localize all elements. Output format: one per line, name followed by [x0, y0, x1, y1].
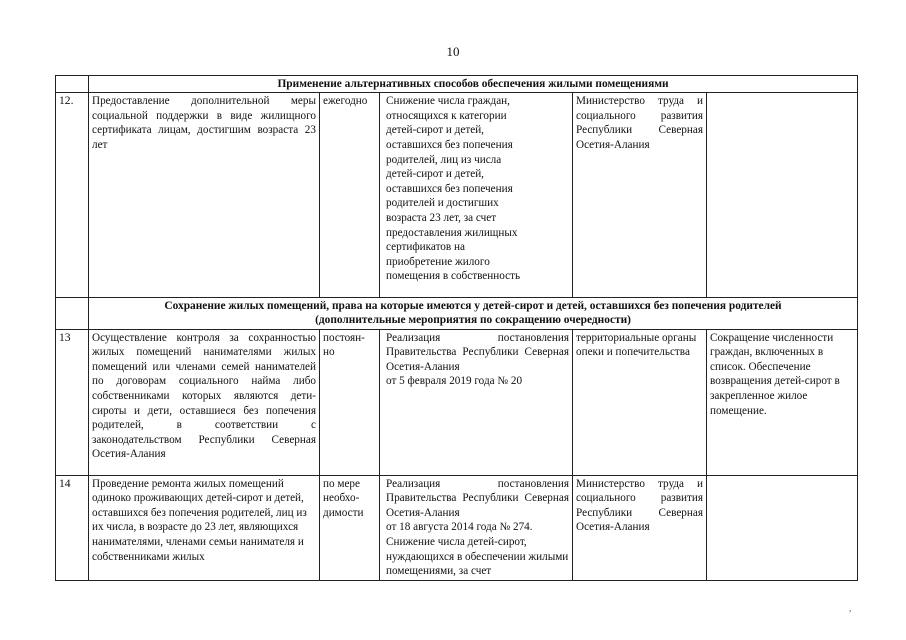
result-text: Реализация постановления Правительства Республики Северная Осетия-Алания [386, 331, 569, 373]
table-row [56, 93, 858, 298]
result-line: оставшихся без попечения [386, 182, 513, 195]
indicator-cell: Сокращение численности граждан, включенных в список. Обеспечение возвращения детей-сирот в закрепленное жилое помещение. [707, 329, 858, 475]
table-row [56, 475, 858, 580]
result-line: возраста 23 лет, за счет [386, 211, 497, 224]
indicator-cell [707, 93, 858, 298]
indicator-cell [707, 475, 858, 580]
responsible-cell: Министерство труда и социального развития Республики Северная Осетия-Алания [573, 475, 707, 580]
result-line: относящихся к категории [386, 109, 507, 122]
row-number: 12. [56, 93, 89, 298]
period-line: необхо- [323, 492, 360, 505]
measure-cell: Осуществление контроля за сохранностью жилых помещений нанимателями жилых помещений или членами семей нанимателей по договорам социального найма либо собственниками которых являются дети-сироты и дети, оставшиеся без попечения родителей, в соответствии с законодательством Республики Северная Осетия-Алания [89, 329, 320, 475]
page-number: 10 [446, 44, 460, 59]
responsible-cell: Министерство труда и социального развития Республики Северная Осетия-Алания [573, 93, 707, 298]
result-cell [380, 329, 573, 475]
section-title-line: (дополнительные мероприятия по сокращению очередности) [315, 314, 631, 327]
row-number: 14 [56, 475, 89, 580]
period-cell: ежегодно [320, 93, 380, 298]
result-line: детей-сирот и детей, [386, 124, 484, 137]
result-line: помещения в собственность [386, 270, 521, 283]
section-title [89, 298, 858, 329]
period-line: димости [323, 506, 364, 519]
result-line: предоставления жилищных [386, 226, 518, 239]
period-cell [320, 475, 380, 580]
responsible-cell: территориальные органы опеки и попечительства [573, 329, 707, 475]
period-line: по мере [323, 477, 360, 490]
result-extra: Снижение числа детей-сирот, нуждающихся в обеспечении жилыми помещениями, за счет [386, 535, 569, 578]
scan-mark: , [849, 603, 852, 613]
period-cell [320, 329, 380, 475]
result-line: родителей и достигших [386, 197, 499, 210]
measures-table [55, 75, 858, 581]
result-line: детей-сирот и детей, [386, 168, 484, 181]
result-line: Снижение числа граждан, [386, 95, 510, 108]
period-line: постоян- [323, 331, 365, 344]
section-header-housing-preservation [56, 298, 858, 329]
section-header-alternative-housing [56, 76, 858, 93]
result-text: Реализация постановления Правительства Республики Северная Осетия-Алания [386, 477, 569, 519]
measure-cell: Проведение ремонта жилых помещений одиноко проживающих детей-сирот и детей, оставшихся без попечения родителей, лиц из их числа, в возрасте до 23 лет, являющихся нанимателями, членами семьи нанимателя и собственниками жилых [89, 475, 320, 580]
result-line: приобретение жилого [386, 255, 490, 268]
table-row [56, 329, 858, 475]
measure-cell: Предоставление дополнительной меры социальной поддержки в виде жилищного сертификата лицам, достигшим возраста 23 лет [89, 93, 320, 298]
result-line: сертификатов на [386, 241, 465, 254]
row-number: 13 [56, 329, 89, 475]
result-cell [380, 475, 573, 580]
result-date: от 5 февраля 2019 года № 20 [386, 375, 523, 388]
section-title: Применение альтернативных способов обеспечения жилыми помещениями [89, 76, 858, 93]
result-cell [380, 93, 573, 298]
result-date: от 18 августа 2014 года № 274. [386, 521, 533, 534]
period-line: но [323, 346, 335, 359]
result-line: родителей, лиц из числа [386, 153, 502, 166]
result-line: оставшихся без попечения [386, 138, 513, 151]
section-title-line: Сохранение жилых помещений, права на которые имеются у детей-сирот и детей, оставшихся без попечения родителей [164, 300, 782, 313]
